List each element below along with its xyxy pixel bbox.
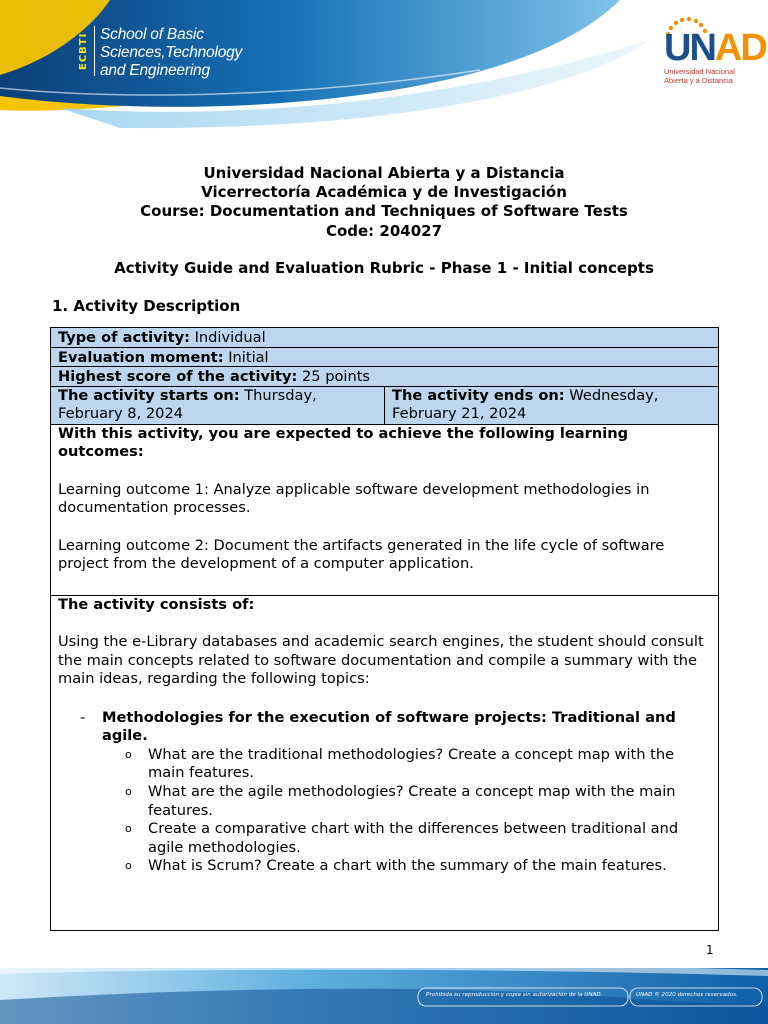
learning-outcome-1: Learning outcome 1: Analyze applicable software development methodologies in documentation processes. bbox=[58, 480, 650, 517]
circle-bullet-icon: o bbox=[125, 859, 132, 873]
circle-bullet-icon: o bbox=[125, 785, 132, 799]
highest-score-row bbox=[51, 367, 718, 387]
starts-value: Thursday, February 8, 2024 bbox=[58, 386, 317, 422]
page-number: 1 bbox=[706, 943, 714, 957]
start-date-cell bbox=[51, 387, 384, 424]
sub-item-text: Create a comparative chart with the differences between traditional and agile methodologies. bbox=[148, 820, 679, 856]
evaluation-moment-row bbox=[51, 348, 718, 368]
sub-item bbox=[58, 820, 711, 857]
course-name: Course: Documentation and Techniques of Software Tests bbox=[140, 202, 628, 221]
ends-label: The activity ends on: bbox=[392, 386, 565, 404]
page-header bbox=[0, 0, 768, 130]
unad-subtitle: Universidad Nacional Abierta y a Distancia bbox=[664, 67, 735, 85]
starts-label: The activity starts on: bbox=[58, 386, 240, 404]
sub-item bbox=[58, 783, 711, 820]
learning-outcomes-cell bbox=[51, 425, 718, 596]
sub-item bbox=[58, 746, 711, 783]
school-name-line: Sciences,Technology bbox=[100, 44, 243, 61]
guide-title: Activity Guide and Evaluation Rubric - Phase 1 - Initial concepts bbox=[114, 259, 654, 277]
activity-consists-cell bbox=[51, 596, 718, 930]
outcomes-heading: With this activity, you are expected to achieve the following learning outcomes: bbox=[58, 424, 629, 461]
consists-intro: Using the e-Library databases and academic search engines, the student should consult the main concepts related to software documentation and compile a summary with the main ideas, regarding the following topics: bbox=[58, 633, 704, 688]
unad-logo bbox=[656, 16, 766, 86]
sub-item bbox=[58, 857, 711, 876]
footer-copyright-notice: Prohibida su reproducción y copia sin autorización de la UNAD. bbox=[426, 992, 603, 998]
header-divider bbox=[94, 26, 95, 76]
sub-item-text: What is Scrum? Create a chart with the summary of the main features. bbox=[148, 857, 667, 875]
school-name bbox=[100, 26, 242, 80]
course-code: Code: 204027 bbox=[325, 221, 443, 240]
university-name: Universidad Nacional Abierta y a Distancia bbox=[203, 164, 565, 182]
activity-dates-row bbox=[51, 387, 718, 425]
score-label: Highest score of the activity: bbox=[58, 368, 298, 385]
school-name-line: and Engineering bbox=[100, 62, 210, 79]
score-value: 25 points bbox=[297, 368, 371, 385]
learning-outcome-2: Learning outcome 2: Document the artifacts generated in the life cycle of software project from the development of a computer application. bbox=[58, 536, 665, 573]
type-label: Type of activity: bbox=[58, 329, 190, 346]
unad-wordmark: UNAD bbox=[664, 27, 766, 69]
type-of-activity-row bbox=[51, 328, 718, 348]
topic-text: Methodologies for the execution of software projects: Traditional and agile. bbox=[102, 708, 676, 745]
activity-description-table bbox=[50, 327, 719, 931]
circle-bullet-icon: o bbox=[125, 822, 132, 836]
vice-rectory-name: Vicerrectoría Académica y de Investigación bbox=[201, 183, 567, 202]
end-date-cell bbox=[384, 387, 718, 424]
sub-item-text: What are the traditional methodologies? Create a concept map with the main features. bbox=[148, 745, 675, 782]
dash-bullet-icon: - bbox=[80, 708, 86, 726]
document-title-block bbox=[0, 164, 768, 241]
moment-value: Initial bbox=[223, 348, 269, 366]
topic-bullet bbox=[58, 709, 711, 746]
section-title: 1. Activity Description bbox=[52, 297, 241, 315]
consists-heading: The activity consists of: bbox=[58, 595, 255, 613]
ecbti-logo-text: ECBTI bbox=[78, 32, 89, 70]
footer-rights-notice: UNAD © 2020 derechos reservados. bbox=[636, 992, 738, 998]
moment-label: Evaluation moment: bbox=[58, 348, 224, 366]
sub-item-text: What are the agile methodologies? Create a concept map with the main features. bbox=[148, 783, 676, 819]
school-name-line: School of Basic bbox=[100, 26, 204, 43]
type-value: Individual bbox=[189, 329, 266, 346]
circle-bullet-icon: o bbox=[125, 747, 132, 761]
ends-value: Wednesday, February 21, 2024 bbox=[392, 386, 659, 422]
